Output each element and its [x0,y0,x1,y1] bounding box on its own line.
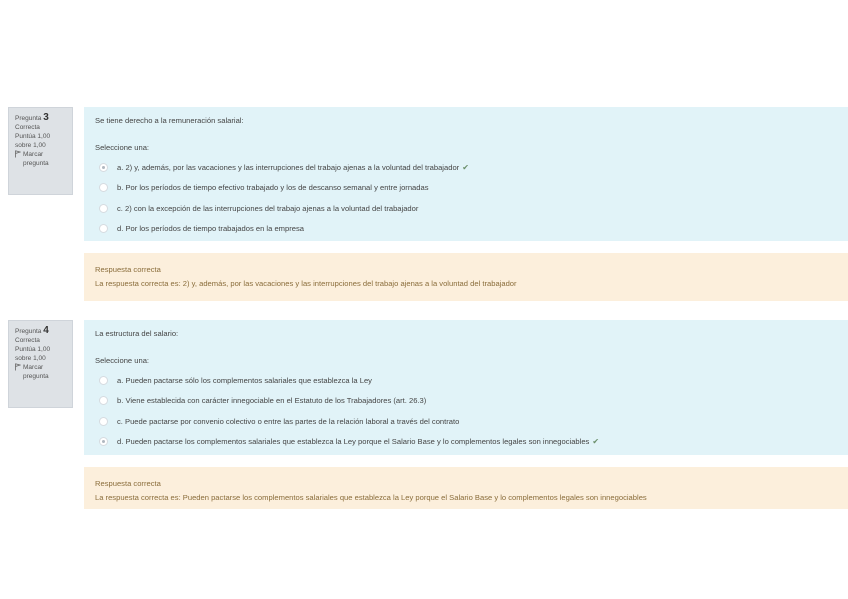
question-number: Pregunta 3 [15,112,49,123]
radio-button[interactable] [99,204,108,213]
answer-option-b[interactable] [95,391,837,412]
radio-button[interactable] [99,417,108,426]
answer-label: b. Viene establecida con carácter innegociable en el Estatuto de los Trabajadores (art. 26.3) [117,396,427,406]
question-text: La estructura del salario: [95,329,179,338]
answer-option-b[interactable] [95,178,837,199]
answer-label: d. Pueden pactarse los complementos salariales que establezca la Ley porque el Salario Base y lo complementos legales son innegociables [117,437,590,447]
answer-prompt: Seleccione una: [95,143,150,152]
answer-option-a[interactable] [95,370,837,391]
feedback-text: La respuesta correcta es: 2) y, además, por las vacaciones y las interrupciones del trabajo ajenas a la voluntad del trabajador [95,279,517,288]
question-grade-line2: sobre 1,00 [15,355,46,362]
question-state: Correcta [15,124,40,131]
question-info-4 [8,320,73,408]
answer-option-c[interactable] [95,198,837,219]
feedback-box-3 [84,253,848,301]
radio-button[interactable] [99,396,108,405]
answer-label: c. Puede pactarse por convenio colectivo o entre las partes de la relación laboral a través del contrato [117,416,460,426]
radio-button[interactable] [99,183,108,192]
question-number: Pregunta 4 [15,325,49,336]
answer-option-d[interactable] [95,432,837,453]
flag-question-button[interactable]: Marcar pregunta [15,150,66,168]
question-grade-line2: sobre 1,00 [15,142,46,149]
radio-button[interactable] [99,376,108,385]
flag-icon [15,150,21,158]
answer-label: b. Por los períodos de tiempo efectivo trabajado y los de descanso semanal y entre jornadas [117,183,429,193]
feedback-box-4 [84,467,848,509]
question-text: Se tiene derecho a la remuneración salarial: [95,116,244,125]
answer-prompt: Seleccione una: [95,356,150,365]
question-grade-line1: Puntúa 1,00 [15,133,51,140]
question-content-4 [84,320,848,455]
answer-option-a[interactable] [95,157,837,178]
answer-label: a. Pueden pactarse sólo los complementos salariales que establezca la Ley [117,375,372,385]
question-grade-line1: Puntúa 1,00 [15,346,51,353]
question-content-3 [84,107,848,241]
feedback-text: La respuesta correcta es: Pueden pactarse los complementos salariales que establezca la Ley porque el Salario Base y lo complementos legales son innegociables [95,493,647,502]
flag-icon [15,363,21,371]
radio-button[interactable] [99,437,108,446]
feedback-title: Respuesta correcta [95,265,161,274]
question-state: Correcta [15,337,40,344]
feedback-title: Respuesta correcta [95,479,161,488]
check-icon: ✔ [592,437,600,447]
answer-label: a. 2) y, además, por las vacaciones y las interrupciones del trabajo ajenas a la voluntad del trabajador [117,162,460,172]
answer-option-c[interactable] [95,411,837,432]
radio-button[interactable] [99,224,108,233]
radio-button[interactable] [99,163,108,172]
flag-question-button[interactable]: Marcar pregunta [15,363,66,381]
answer-label: d. Por los períodos de tiempo trabajados en la empresa [117,224,304,234]
check-icon: ✔ [462,162,469,172]
answer-label: c. 2) con la excepción de las interrupciones del trabajo ajenas a la voluntad del trabajador [117,203,419,213]
answer-option-d[interactable] [95,219,837,240]
question-info-3 [8,107,73,195]
